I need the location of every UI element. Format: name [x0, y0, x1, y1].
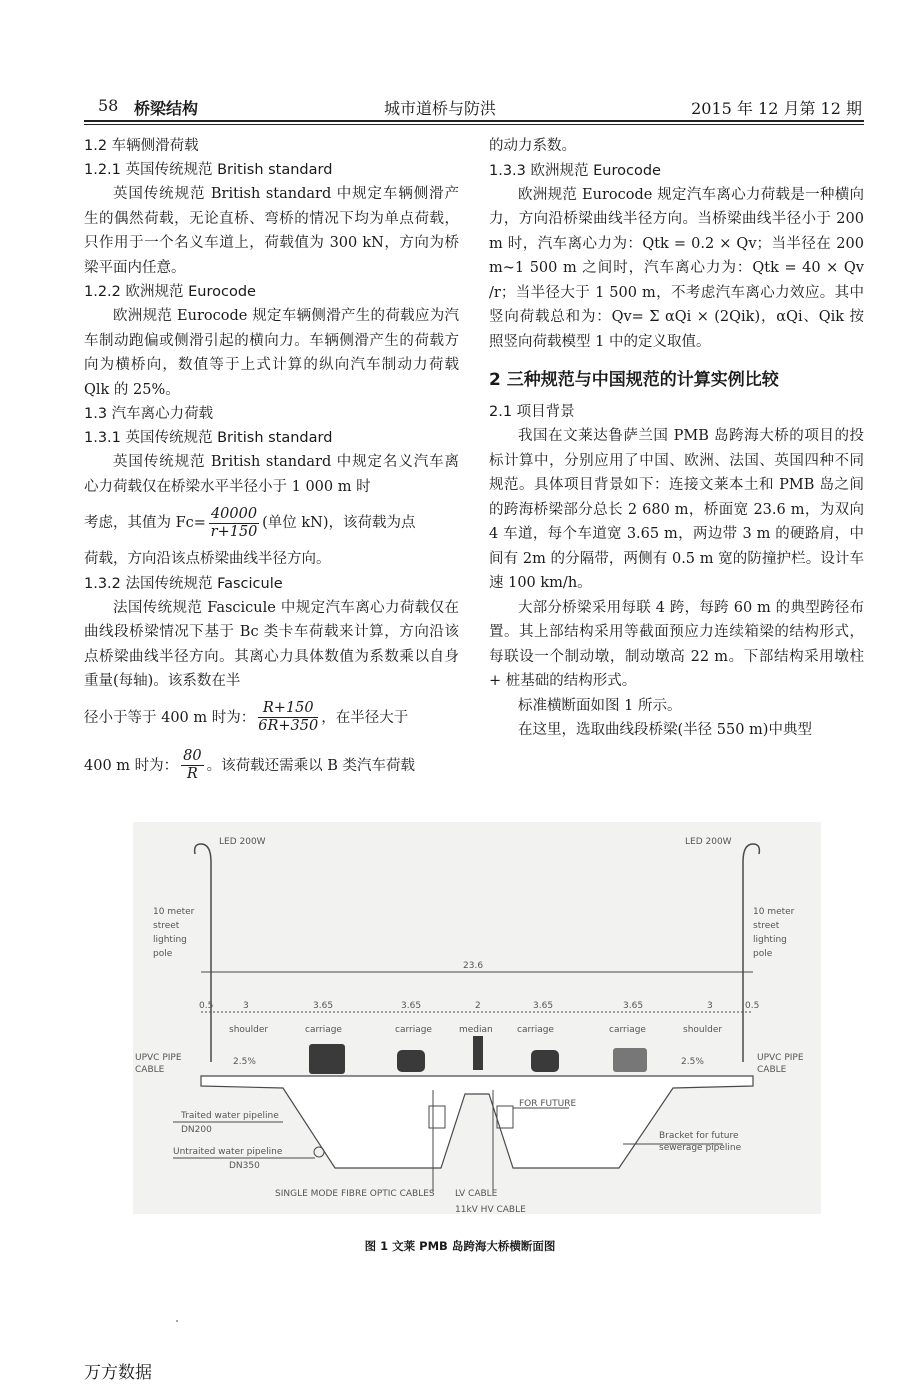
paragraph: 欧洲规范 Eurocode 规定汽车离心力荷载是一种横向力，方向沿桥梁曲线半径方向。当桥梁曲线半径小于 200 m 时，汽车离心力为：Qtk = 0.2 × Qv；当半径在 200 m~1 500 m 之间时，汽车离心力为：Qtk = 40 × Qv /r；当半径大于 1 500 m，不考虑汽车离心力效应。其中竖向荷载总和为：Qv= Σ αQi × (2Qik)，αQi、Qik 按照竖向荷载模型 1 中的定义取值。 [489, 186, 864, 350]
journal-title: 城市道桥与防洪 [384, 99, 497, 118]
lane-name: carriage [517, 1025, 554, 1035]
issue-date: 2015 年 12 月第 12 期 [691, 99, 862, 118]
section-heading-1-2: 1.2 车辆侧滑荷载 [84, 138, 199, 154]
upvc-label-left: CABLE [135, 1065, 165, 1075]
for-future-label: FOR FUTURE [519, 1099, 577, 1109]
lane-dim: 2 [475, 1001, 481, 1011]
journal-section: 桥梁结构 [134, 99, 199, 118]
lane-dim: 3 [243, 1001, 249, 1011]
hv-cable-label: 11kV HV CABLE [455, 1205, 526, 1214]
lane-name: carriage [305, 1025, 342, 1035]
formula-text: 。该荷载还需乘以 B 类汽车荷载 [206, 757, 415, 774]
pole-label-right: 10 meter [753, 907, 795, 917]
paragraph: 英国传统规范 British standard 中规定名义汽车离心力荷载仅在桥梁水平半径小于 1 000 m 时 [84, 454, 459, 495]
lane-dim: 0.5 [199, 1001, 214, 1011]
paragraph: 在这里，选取曲线段桥梁(半径 550 m)中典型 [518, 722, 812, 738]
right-column [489, 134, 864, 743]
overall-width-label: 23.6 [463, 961, 484, 971]
section-heading-1-3: 1.3 汽车离心力荷载 [84, 406, 214, 422]
page-number: 58 [98, 96, 119, 115]
fraction-numerator: 80 [183, 748, 202, 764]
lane-dim: 3 [707, 1001, 713, 1011]
paragraph: 大部分桥梁采用每联 4 跨，每跨 60 m 的典型跨径布置。其上部结构采用等截面预应力连续箱梁的结构形式，每联设一个制动墩，制动墩高 22 m。下部结构采用墩柱 + 桩基础的结构形式。 [489, 599, 864, 689]
lane-name: carriage [395, 1025, 432, 1035]
left-column [84, 134, 459, 790]
paragraph: 荷载，方向沿该点桥梁曲线半径方向。 [84, 551, 331, 567]
led-label-left: LED 200W [219, 837, 266, 847]
pole-label-left: 10 meter [153, 907, 195, 917]
lane-dim: 3.65 [533, 1001, 554, 1011]
section-heading-1-3-2: 1.3.2 法国传统规范 Fascicule [84, 575, 283, 592]
treated-pipe-label: DN200 [181, 1125, 212, 1135]
lane-dim: 3.65 [313, 1001, 334, 1011]
upvc-label-right: CABLE [757, 1065, 787, 1075]
fraction-numerator: R+150 [258, 700, 318, 718]
treated-pipe-label: Traited water pipeline [181, 1111, 279, 1121]
lv-cable-label: LV CABLE [455, 1189, 498, 1199]
formula-text: 400 m 时为： [84, 757, 179, 774]
slope-label-left: 2.5% [233, 1057, 256, 1067]
pole-label-right: street [753, 921, 780, 931]
section-heading-1-2-2: 1.2.2 欧洲规范 Eurocode [84, 284, 256, 300]
section-heading-2-1: 2.1 项目背景 [489, 404, 575, 420]
bridge-cross-section-figure [133, 822, 821, 1214]
formula-text: 考虑，其值为 Fc= [84, 515, 206, 531]
formula-line [84, 694, 459, 742]
fraction [209, 506, 259, 541]
paragraph: 欧洲规范 Eurocode 规定车辆侧滑产生的荷载应为汽车制动跑偏或侧滑引起的横向力。车辆侧滑产生的荷载方向为横桥向，数值等于上式计算的纵向汽车制动力荷载 Qlk 的 25%。 [84, 308, 459, 398]
paragraph: 英国传统规范 British standard 中规定车辆侧滑产生的偶然荷载，无论直桥、弯桥的情况下均为单点荷载，只作用于一个名义车道上，荷载值为 300 kN，方向为桥梁平面内任意。 [84, 186, 459, 276]
section-heading-1-3-3: 1.3.3 欧洲规范 Eurocode [489, 162, 661, 179]
lane-name: shoulder [683, 1025, 723, 1035]
car-icon [531, 1050, 559, 1072]
formula-text: (单位 kN)，该荷载为点 [262, 515, 416, 531]
fraction-denominator: r+150 [210, 523, 258, 540]
paragraph: 法国传统规范 Fascicule 中规定汽车离心力荷载仅在曲线段桥梁情况下基于 Bc 类卡车荷载来计算，方向沿该点桥梁曲线半径方向。其离心力具体数值为系数乘以自身重量(每轴)。该系数在半 [84, 599, 459, 689]
header-rule-thick [84, 120, 864, 122]
section-heading-2: 2 三种规范与中国规范的计算实例比较 [489, 370, 779, 390]
footer-watermark: 万方数据 [84, 1363, 152, 1383]
running-header [84, 96, 862, 122]
car-icon [397, 1050, 425, 1072]
pole-label-right: lighting [753, 935, 787, 945]
fraction [181, 748, 203, 783]
pole-label-left: lighting [153, 935, 187, 945]
formula-line [84, 499, 459, 547]
pole-label-left: pole [153, 949, 173, 959]
paragraph: 标准横断面如图 1 所示。 [518, 697, 682, 714]
formula-line [84, 742, 459, 790]
paragraph: 我国在文莱达鲁萨兰国 PMB 岛跨海大桥的项目的投标计算中，分别应用了中国、欧洲、法国、英国四种不同规范。具体项目背景如下：连接文莱本土和 PMB 岛之间的跨海桥梁部分总长 2 680 m，桥面宽 23.6 m，为双向 4 车道，每个车道宽 3.65 m，两边带 3 m 的硬路肩，中间有 2m 的分隔带，两侧有 0.5 m 宽的防撞护栏。设计车速 100 km/h。 [489, 428, 864, 591]
upvc-label-right: UPVC PIPE [757, 1053, 804, 1063]
untreated-pipe-label: Untraited water pipeline [173, 1147, 283, 1157]
lane-name: carriage [609, 1025, 646, 1035]
fraction-denominator: 6R+350 [258, 718, 319, 734]
stray-mark [176, 1320, 178, 1322]
figure-caption: 图 1 文莱 PMB 岛跨海大桥横断面图 [364, 1239, 556, 1253]
pickup-truck-icon [613, 1048, 647, 1072]
lane-dim: 3.65 [401, 1001, 422, 1011]
bracket-label: Bracket for future [659, 1131, 739, 1141]
section-heading-1-3-1: 1.3.1 英国传统规范 British standard [84, 430, 333, 446]
fraction-denominator: R [186, 766, 198, 782]
lane-dim: 3.65 [623, 1001, 644, 1011]
formula-text: ，在半径大于 [321, 709, 409, 726]
lane-dim: 0.5 [745, 1001, 760, 1011]
led-label-right: LED 200W [685, 837, 732, 847]
truck-icon [309, 1044, 345, 1074]
fibre-cable-label: SINGLE MODE FIBRE OPTIC CABLES [275, 1189, 435, 1199]
header-rule-thin [84, 124, 864, 125]
paragraph: 的动力系数。 [489, 138, 576, 154]
upvc-label-left: UPVC PIPE [135, 1053, 182, 1063]
median-barrier-icon [473, 1036, 483, 1070]
pole-label-left: street [153, 921, 180, 931]
lane-name: shoulder [229, 1025, 269, 1035]
lane-name: median [459, 1025, 493, 1035]
section-heading-1-2-1: 1.2.1 英国传统规范 British standard [84, 162, 333, 178]
fraction-numerator: 40000 [210, 505, 258, 522]
bracket-label: sewerage pipeline [659, 1143, 742, 1153]
pole-label-right: pole [753, 949, 773, 959]
untreated-pipe-label: DN350 [229, 1161, 260, 1171]
formula-text: 径小于等于 400 m 时为： [84, 709, 256, 726]
fraction [258, 700, 318, 735]
slope-label-right: 2.5% [681, 1057, 704, 1067]
